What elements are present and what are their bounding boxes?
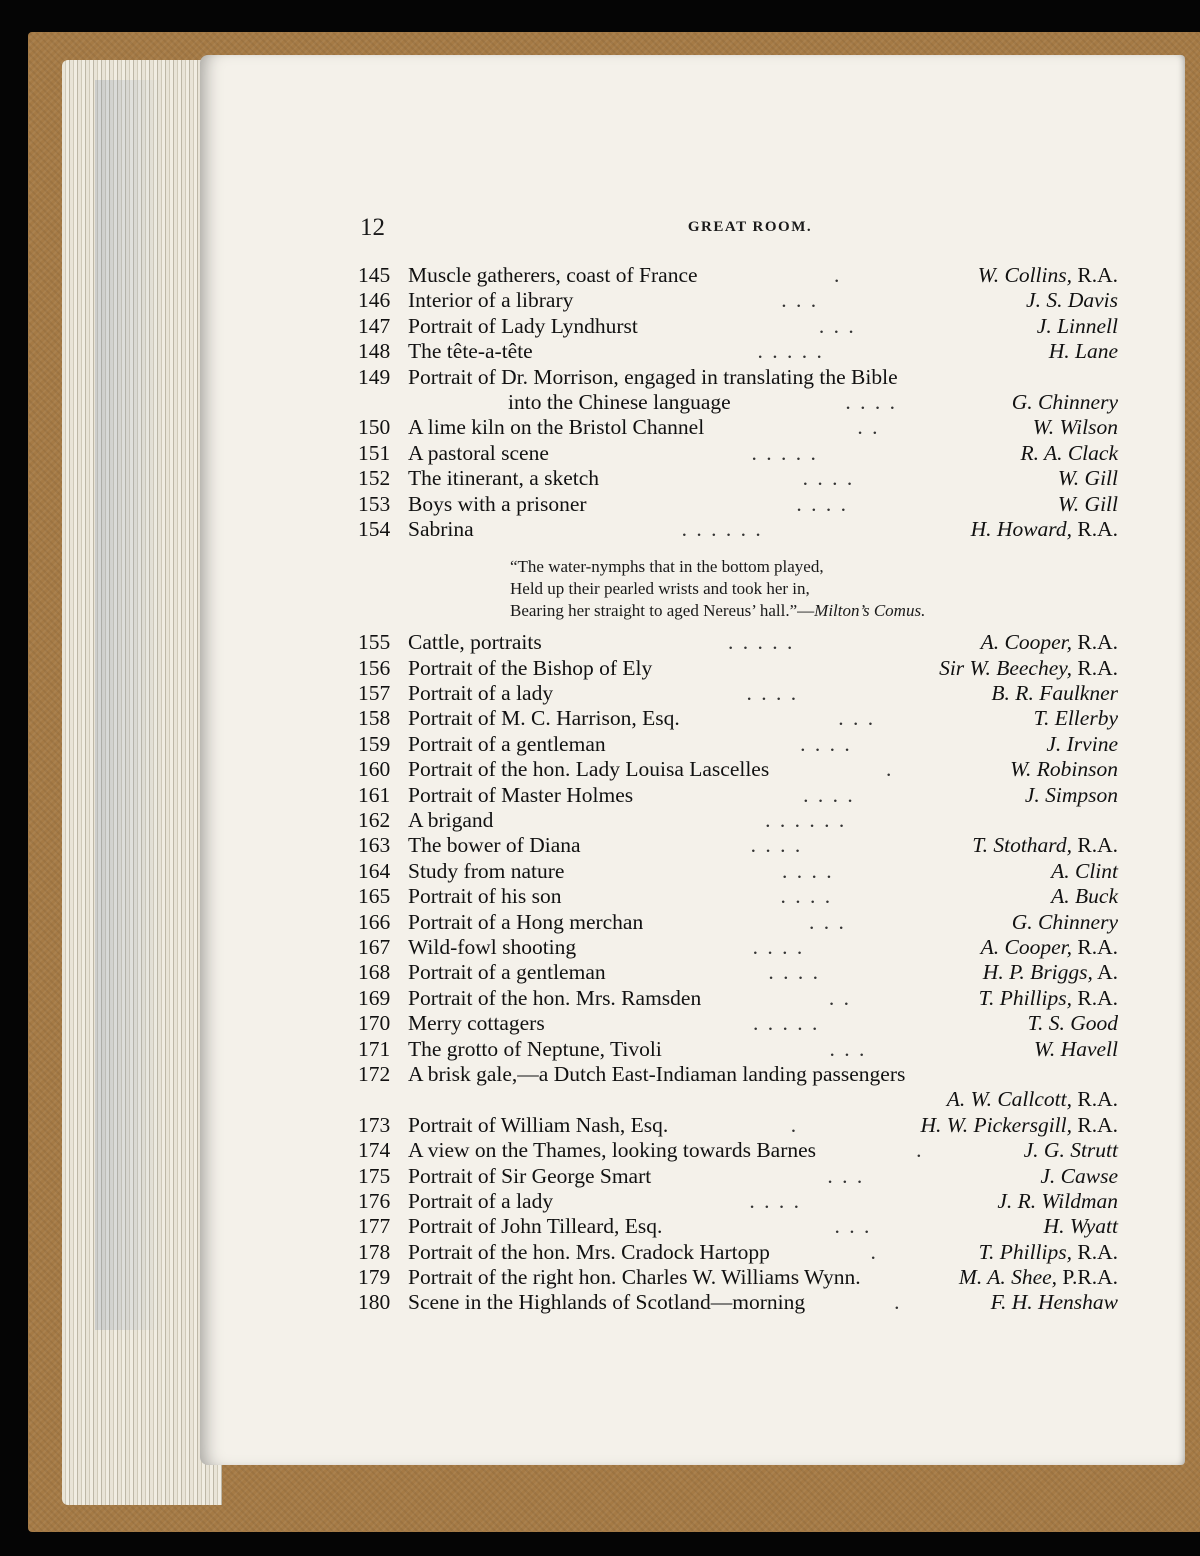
quote-source: Milton’s Comus. <box>814 601 926 621</box>
catalogue-entry <box>358 263 1118 288</box>
entry-artist <box>991 1290 1118 1315</box>
catalogue-entry <box>358 288 1118 313</box>
entry-title: Portrait of John Tilleard, Esq. <box>408 1214 663 1239</box>
entry-number: 173 <box>358 1112 391 1137</box>
entry-artist <box>1026 288 1118 313</box>
artist-name: W. Wilson <box>1032 415 1118 440</box>
entry-number: 164 <box>358 858 391 883</box>
entry-title: Portrait of a gentleman <box>408 731 606 756</box>
entry-title: Portrait of the hon. Mrs. Ramsden <box>408 985 702 1010</box>
entry-artist <box>1058 492 1118 517</box>
entries-group-d <box>358 1113 1118 1316</box>
entry-artist <box>1046 732 1118 757</box>
entry-title: Portrait of a lady <box>408 681 554 706</box>
entry-number: 156 <box>358 655 391 680</box>
catalogue-entry <box>358 1240 1118 1265</box>
entry-title: Portrait of William Nash, Esq. <box>408 1112 669 1137</box>
entry-number: 165 <box>358 884 391 909</box>
leader-dots: . <box>894 1290 902 1315</box>
entry-title: Study from nature <box>408 858 565 883</box>
artist-name: H. W. Pickersgill, <box>920 1112 1072 1137</box>
leader-dots: . <box>916 1138 924 1163</box>
artist-name: J. Irvine <box>1046 731 1118 756</box>
entry-artist <box>1033 415 1118 440</box>
catalogue-entry <box>358 910 1118 935</box>
entry-artist <box>972 833 1118 858</box>
entry-number: 167 <box>358 934 391 959</box>
leader-dots: . . . . . <box>751 440 818 465</box>
entry-artist <box>921 1113 1118 1138</box>
artist-name: J. R. Wildman <box>997 1188 1118 1213</box>
entry-artist <box>1037 314 1118 339</box>
entry-artist <box>1020 441 1118 466</box>
entry-title: Portrait of a Hong merchan <box>408 909 644 934</box>
catalogue-entry <box>358 833 1118 858</box>
entry-number: 154 <box>358 516 391 541</box>
artist-name: J. S. Davis <box>1026 288 1118 313</box>
entry-artist <box>1024 1138 1118 1163</box>
epigraph-quote <box>510 556 1118 622</box>
artist-suffix: R.A. <box>1072 516 1118 541</box>
catalogue-entry <box>358 517 1118 542</box>
entry-number: 155 <box>358 630 391 655</box>
catalogue-entry <box>358 1011 1118 1036</box>
artist-name: Sir W. Beechey, <box>939 655 1072 680</box>
entry-number: 169 <box>358 985 391 1010</box>
catalogue-entry <box>358 960 1118 985</box>
entries-group-b <box>358 415 1118 542</box>
entry-artist <box>1034 1037 1118 1062</box>
entry-artist <box>1051 884 1118 909</box>
entry-title: The grotto of Neptune, Tivoli <box>408 1036 662 1061</box>
artist-name: T. S. Good <box>1027 1011 1118 1036</box>
entry-title: The tête-a-tête <box>408 339 533 364</box>
entry-artist <box>991 681 1118 706</box>
catalogue-entry <box>358 441 1118 466</box>
entry-continuation <box>358 1087 1118 1112</box>
leader-dots: . . . . . <box>757 339 824 364</box>
entry-title: Boys with a prisoner <box>408 491 587 516</box>
entry-number: 146 <box>358 288 391 313</box>
entry-title: Sabrina <box>408 516 474 541</box>
entry-title: Portrait of Dr. Morrison, engaged in translating the Bible <box>408 364 898 389</box>
artist-name: G. Chinnery <box>1011 909 1118 934</box>
quote-line: “The water-nymphs that in the bottom played, <box>510 557 824 577</box>
artist-suffix: R.A. <box>1072 1239 1118 1264</box>
leader-dots: . . . . . <box>728 630 795 655</box>
entry-artist <box>1010 757 1118 782</box>
artist-suffix: A. <box>1092 960 1118 985</box>
entry-artist <box>971 517 1118 542</box>
leader-dots: . . . <box>834 1214 872 1239</box>
entry-title: The bower of Diana <box>408 833 581 858</box>
catalogue-entry <box>358 884 1118 909</box>
entry-number: 170 <box>358 1011 391 1036</box>
entry-title: A view on the Thames, looking towards Barnes <box>408 1138 817 1163</box>
entry-artist <box>959 1265 1118 1290</box>
artist-name: T. Ellerby <box>1033 706 1118 731</box>
entry-artist <box>1040 1164 1118 1189</box>
entry-title: Portrait of the hon. Mrs. Cradock Hartopp <box>408 1239 770 1264</box>
artist-name: A. Cooper, <box>980 934 1072 959</box>
leader-dots: . . . <box>829 1036 867 1061</box>
quote-line <box>510 600 1118 622</box>
entry-title: Portrait of a lady <box>408 1188 554 1213</box>
entry-artist <box>979 1240 1118 1265</box>
entry-artist <box>1049 339 1118 364</box>
entry-artist: G. Chinnery <box>1011 389 1118 414</box>
entry-artist <box>1058 466 1118 491</box>
entry-title: A pastoral scene <box>408 440 549 465</box>
leader-dots: . . . . . <box>752 1011 820 1036</box>
leader-dots: . . . . . . <box>765 808 847 833</box>
entry-artist <box>981 935 1118 960</box>
catalogue-entry <box>358 1290 1118 1315</box>
artist-suffix: R.A. <box>1072 1112 1118 1137</box>
catalogue-entry <box>358 986 1118 1011</box>
entry-title: Merry cottagers <box>408 1011 545 1036</box>
catalogue-entries <box>358 263 1118 1316</box>
catalogue-entry <box>358 732 1118 757</box>
catalogue-entry <box>358 706 1118 731</box>
artist-name: J. Linnell <box>1036 313 1118 338</box>
leader-dots: . <box>833 263 842 287</box>
artist-name: R. A. Clack <box>1020 440 1118 465</box>
leader-dots: . . . <box>818 313 856 338</box>
leader-dots: . . . . <box>802 466 855 491</box>
leader-dots: . . . . <box>749 1188 802 1213</box>
leader-dots: . . . <box>781 288 819 313</box>
entry-title: Wild-fowl shooting <box>408 934 577 959</box>
entry-title: A brigand <box>408 808 494 833</box>
entry-number: 157 <box>358 681 391 706</box>
entry-number: 162 <box>358 808 391 833</box>
entry-number: 149 <box>358 364 391 389</box>
artist-name: A. W. Callcott, <box>946 1087 1072 1112</box>
entry-number: 158 <box>358 706 391 731</box>
leader-dots: . . . . <box>803 782 855 807</box>
entry-artist <box>983 960 1118 985</box>
leader-dots: . . . . . . <box>681 516 763 541</box>
leader-dots: . <box>790 1112 799 1137</box>
leader-dots: . . . . <box>768 960 821 985</box>
artist-suffix: R.A. <box>1072 630 1118 655</box>
catalogue-entry <box>358 1037 1118 1062</box>
entry-title: Portrait of Sir George Smart <box>408 1163 652 1188</box>
artist-name: H. Wyatt <box>1043 1214 1118 1239</box>
entry-artist <box>1012 910 1118 935</box>
leader-dots: . . . . <box>746 681 799 706</box>
entry-number: 178 <box>358 1239 391 1264</box>
entry-number: 148 <box>358 339 391 364</box>
catalogue-entry <box>358 681 1118 706</box>
artist-name: H. Howard, <box>970 516 1072 541</box>
entry-artist <box>1034 706 1118 731</box>
leader-dots: . <box>885 757 894 782</box>
artist-name: J. G. Strutt <box>1023 1138 1118 1163</box>
page-edge-stain <box>95 80 165 1330</box>
entry-number: 166 <box>358 909 391 934</box>
artist-name: A. Cooper, <box>980 630 1072 655</box>
entry-title: Scene in the Highlands of Scotland—morning <box>408 1290 806 1315</box>
entry-title: Portrait of Master Holmes <box>408 782 634 807</box>
catalogue-entry <box>358 935 1118 960</box>
artist-suffix: R.A. <box>1072 833 1118 858</box>
entry-number: 152 <box>358 466 391 491</box>
leader-dots: . . <box>857 415 880 440</box>
entry-title: Cattle, portraits <box>408 630 542 655</box>
artist-suffix: R.A. <box>1072 263 1118 287</box>
entry-number: 145 <box>358 263 391 287</box>
catalogue-entry <box>358 1062 1118 1087</box>
page-number: 12 <box>360 214 385 241</box>
catalogue-entry <box>358 1189 1118 1214</box>
artist-name: H. P. Briggs, <box>982 960 1093 985</box>
artist-suffix: R.A. <box>1072 934 1118 959</box>
entry-number: 153 <box>358 491 391 516</box>
entry-title: into the Chinese language <box>508 389 731 414</box>
catalogue-entry <box>358 1164 1118 1189</box>
artist-suffix: R.A. <box>1072 985 1118 1010</box>
artist-name: F. H. Henshaw <box>990 1290 1118 1315</box>
catalogue-entry <box>358 757 1118 782</box>
entry-title: Interior of a library <box>408 288 574 313</box>
entry-title: Portrait of the hon. Lady Louisa Lascelles <box>408 757 770 782</box>
artist-name: W. Robinson <box>1010 757 1118 782</box>
entry-number: 177 <box>358 1214 391 1239</box>
entry-artist <box>1028 1011 1118 1036</box>
leader-dots: . . . . <box>752 934 805 959</box>
entry-artist <box>981 630 1118 655</box>
artist-name: H. Lane <box>1048 339 1118 364</box>
entry-artist <box>1025 783 1118 808</box>
catalogue-entry <box>358 1214 1118 1239</box>
catalogue-entry <box>358 630 1118 655</box>
entry-artist <box>1051 859 1118 884</box>
catalogue-entry <box>358 656 1118 681</box>
leader-dots: . . . . <box>845 389 898 414</box>
leader-dots: . . . . <box>800 731 852 756</box>
running-head: GREAT ROOM. <box>687 219 813 235</box>
leader-dots: . . . . <box>750 833 803 858</box>
entry-number: 179 <box>358 1265 391 1290</box>
entry-title: Portrait of a gentleman <box>408 960 606 985</box>
entry-number: 168 <box>358 960 391 985</box>
entry-artist <box>939 656 1118 681</box>
artist-name: W. Gill <box>1057 466 1118 491</box>
entry-number: 174 <box>358 1138 391 1163</box>
entry-number: 160 <box>358 757 391 782</box>
entry-title: Portrait of the Bishop of Ely <box>408 655 653 680</box>
artist-name: A. Buck <box>1051 884 1118 909</box>
entry-title: Portrait of the right hon. Charles W. Williams Wynn. <box>408 1265 861 1290</box>
catalogue-entry <box>358 1265 1118 1290</box>
catalogue-entry <box>358 859 1118 884</box>
catalogue-entry <box>358 492 1118 517</box>
artist-name: W. Havell <box>1034 1036 1118 1061</box>
entry-title: The itinerant, a sketch <box>408 466 600 491</box>
entry-artist <box>979 986 1118 1011</box>
artist-name: W. Collins, <box>977 263 1072 287</box>
catalogue-entry <box>358 415 1118 440</box>
artist-suffix: R.A. <box>1072 655 1118 680</box>
leader-dots: . . . . <box>781 858 834 883</box>
page-header <box>360 214 1120 246</box>
entry-title: Muscle gatherers, coast of France <box>408 263 698 287</box>
catalogue-entry <box>358 808 1118 833</box>
artist-suffix: R.A. <box>1072 1087 1118 1112</box>
leader-dots: . . . <box>827 1163 865 1188</box>
entry-title: Portrait of M. C. Harrison, Esq. <box>408 706 680 731</box>
entry-artist <box>947 1087 1118 1112</box>
artist-name: A. Clint <box>1051 858 1118 883</box>
artist-name: W. Gill <box>1057 491 1118 516</box>
leader-dots: . . . . <box>796 491 849 516</box>
leader-dots: . . . <box>838 706 876 731</box>
artist-name: B. R. Faulkner <box>991 681 1118 706</box>
entry-continuation <box>358 390 1118 415</box>
artist-name: T. Stothard, <box>972 833 1072 858</box>
entry-artist <box>997 1189 1118 1214</box>
entry-number: 150 <box>358 415 391 440</box>
entry-artist <box>1044 1214 1118 1239</box>
entry-artist <box>978 263 1118 288</box>
entry-number: 147 <box>358 313 391 338</box>
entry-number: 163 <box>358 833 391 858</box>
catalogue-entry <box>358 783 1118 808</box>
artist-name: T. Phillips, <box>978 1239 1072 1264</box>
leader-dots: . . . . <box>780 884 833 909</box>
entry-number: 171 <box>358 1036 391 1061</box>
artist-name: J. Simpson <box>1024 782 1118 807</box>
entries-group-c <box>358 630 1118 1087</box>
entry-title: A brisk gale,—a Dutch East-Indiaman landing passengers <box>408 1061 906 1086</box>
entry-number: 159 <box>358 731 391 756</box>
entry-number: 161 <box>358 782 391 807</box>
artist-name: T. Phillips, <box>978 985 1072 1010</box>
leader-dots: . . . <box>809 909 846 934</box>
entry-number: 151 <box>358 440 391 465</box>
quote-line: Held up their pearled wrists and took her in, <box>510 579 810 599</box>
entry-number: 176 <box>358 1188 391 1213</box>
entry-title: A lime kiln on the Bristol Channel <box>408 415 705 440</box>
catalogue-entry <box>358 466 1118 491</box>
entry-number: 172 <box>358 1061 391 1086</box>
catalogue-entry <box>358 365 1118 390</box>
catalogue-entry <box>358 314 1118 339</box>
catalogue-entry <box>358 339 1118 364</box>
entry-title: Portrait of Lady Lyndhurst <box>408 313 638 338</box>
artist-suffix: P.R.A. <box>1057 1265 1118 1290</box>
catalogue-entry <box>358 1138 1118 1163</box>
catalogue-entry <box>358 1113 1118 1138</box>
entries-group-a <box>358 263 1118 390</box>
leader-dots: . <box>870 1239 878 1264</box>
entry-number: 180 <box>358 1290 391 1315</box>
entry-number: 175 <box>358 1163 391 1188</box>
artist-name: J. Cawse <box>1040 1163 1118 1188</box>
entry-title: Portrait of his son <box>408 884 562 909</box>
artist-name: M. A. Shee, <box>958 1265 1058 1290</box>
quote-text: Bearing her straight to aged Nereus’ hall.”— <box>510 601 815 621</box>
leader-dots: . . <box>828 985 851 1010</box>
